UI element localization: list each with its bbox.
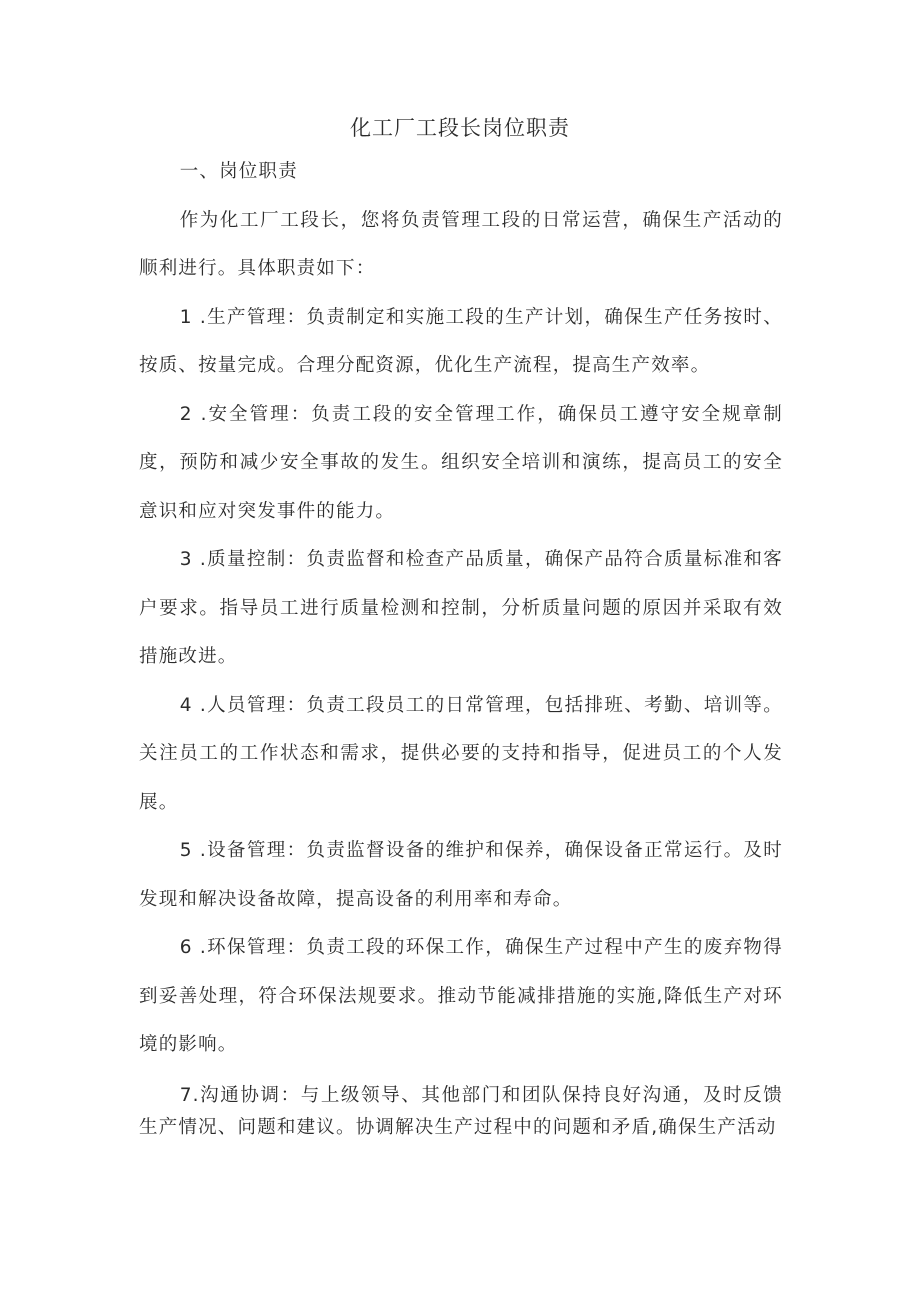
section-heading: 一、岗位职责 (179, 161, 298, 182)
intro-paragraph: 作为化工厂工段长，您将负责管理工段的日常运营，确保生产活动的顺利进行。具体职责如下： (139, 209, 783, 279)
duty-item-equipment: 5 .设备管理：负责监督设备的维护和保养，确保设备正常运行。及时发现和解决设备故障，提高设备的利用率和寿命。 (139, 840, 783, 910)
document-body (139, 148, 783, 1144)
duty-item-environment: 6 .环保管理：负责工段的环保工作，确保生产过程中产生的废弃物得到妥善处理，符合环保法规要求。推动节能减排措施的实施,降低生产对环境的影响。 (139, 937, 783, 1055)
duty-item-personnel: 4 .人员管理：负责工段员工的日常管理，包括排班、考勤、培训等。关注员工的工作状态和需求，提供必要的支持和指导，促进员工的个人发展。 (139, 694, 783, 813)
duty-item-production: 1 .生产管理：负责制定和实施工段的生产计划，确保生产任务按时、按质、按量完成。合理分配资源，优化生产流程，提高生产效率。 (139, 306, 783, 376)
document-title: 化工厂工段长岗位职责 (350, 116, 570, 140)
duty-item-safety: 2 .安全管理：负责工段的安全管理工作，确保员工遵守安全规章制度，预防和减少安全事故的发生。组织安全培训和演练，提高员工的安全意识和应对突发事件的能力。 (139, 403, 783, 522)
duty-item-communication: 7.沟通协调：与上级领导、其他部门和团队保持良好沟通，及时反馈生产情况、问题和建议。协调解决生产过程中的问题和矛盾,确保生产活动 (139, 1084, 783, 1138)
duty-item-quality: 3 .质量控制：负责监督和检查产品质量，确保产品符合质量标准和客户要求。指导员工进行质量检测和控制，分析质量问题的原因并采取有效措施改进。 (139, 549, 783, 667)
